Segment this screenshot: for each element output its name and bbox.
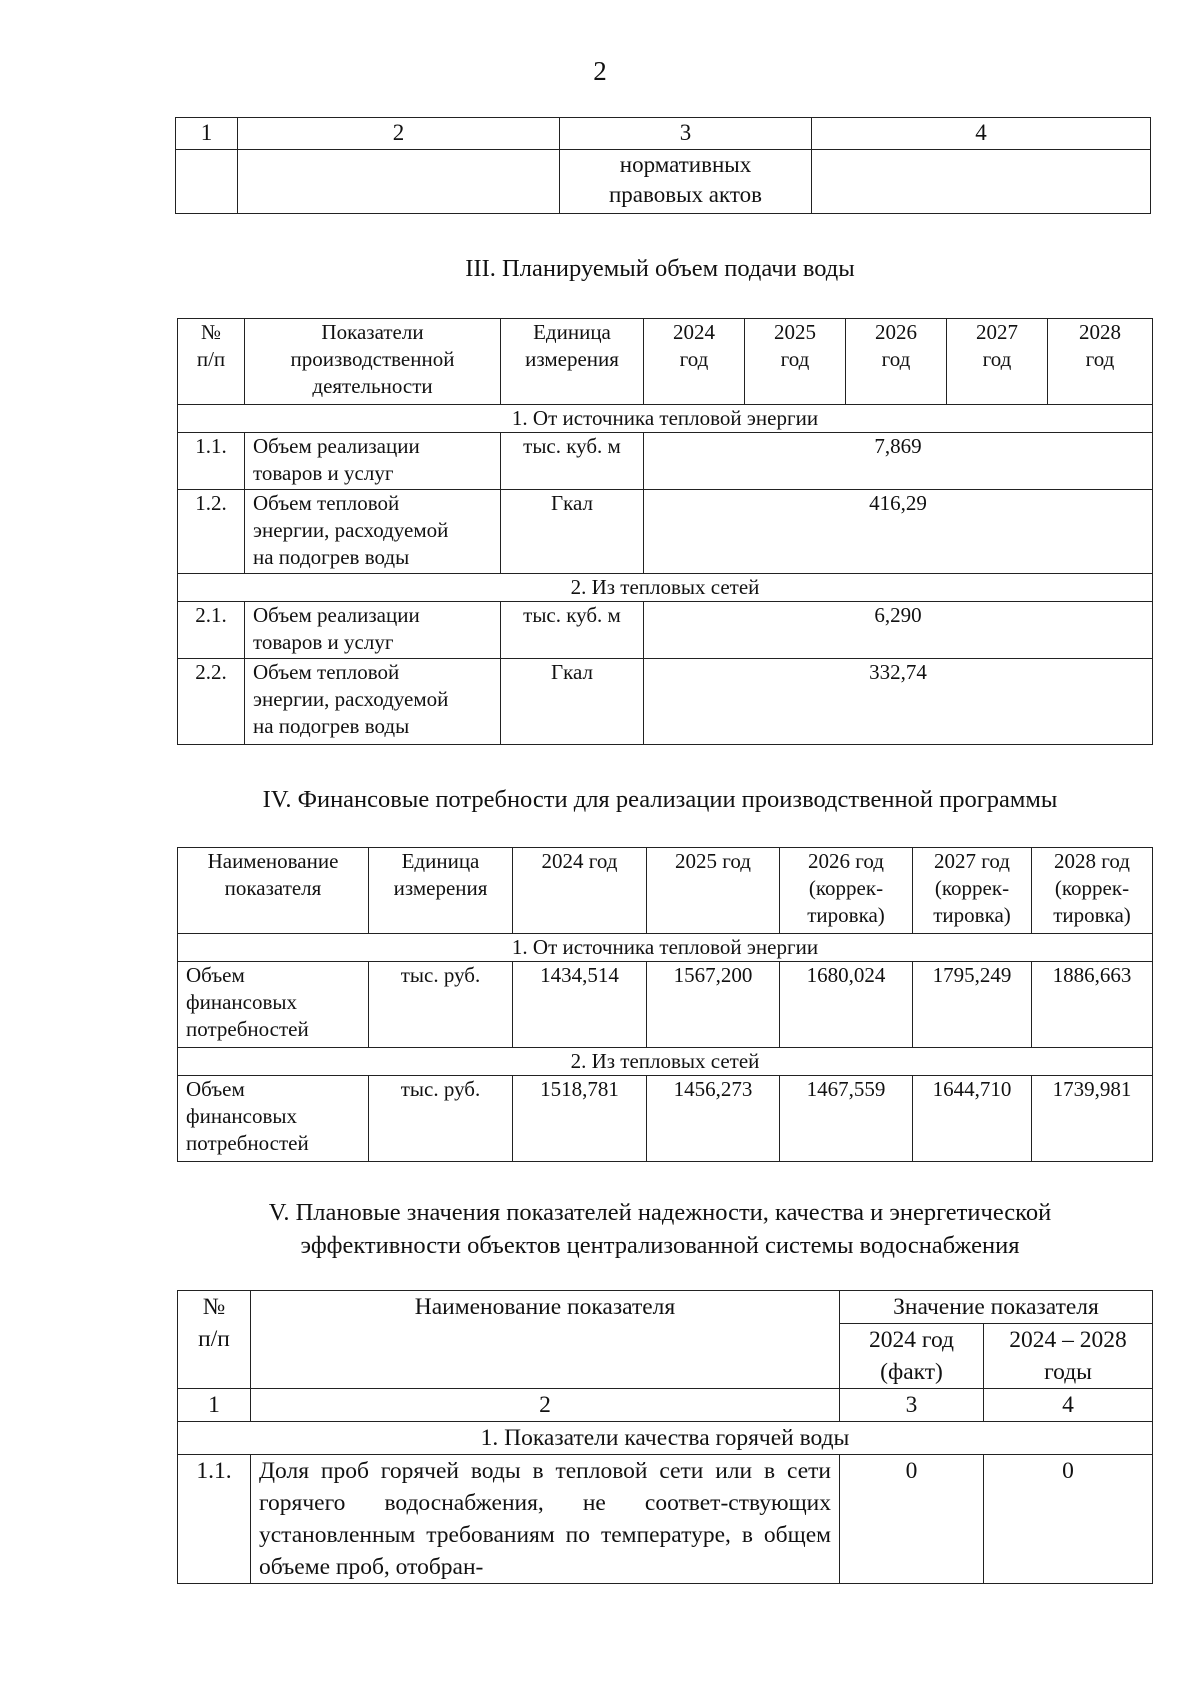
unit: Гкал — [501, 659, 644, 745]
header-cell: 2028 год (коррек- тировка) — [1032, 848, 1153, 934]
group-title: 1. От источника тепловой энергии — [178, 405, 1153, 433]
column-number-cell: 4 — [984, 1389, 1153, 1422]
value-2025: 1456,273 — [647, 1076, 780, 1162]
header-cell: № п/п — [178, 319, 245, 405]
unit: тыс. руб. — [369, 1076, 513, 1162]
header-cell: Значение показателя — [840, 1291, 1153, 1324]
value-2024-2028: 0 — [984, 1455, 1153, 1584]
section-5-title-line2: эффективности объектов централизованной системы водоснабжения — [300, 1232, 1020, 1259]
row-number: 2.2. — [178, 659, 245, 745]
header-cell: № п/п — [178, 1291, 251, 1389]
value-2024: 0 — [840, 1455, 984, 1584]
unit: Гкал — [501, 490, 644, 574]
header-cell: Показатели производственной деятельности — [245, 319, 501, 405]
section-5-title-line1: V. Плановые значения показателей надежности, качества и энергетической — [268, 1199, 1052, 1226]
header-cell: 2028 год — [1048, 319, 1153, 405]
value: 7,869 — [644, 433, 1153, 490]
indicator-name: Объем реализации товаров и услуг — [245, 433, 501, 490]
row-number: 1.2. — [178, 490, 245, 574]
table-cell — [176, 150, 238, 214]
section-4-title: IV. Финансовые потребности для реализации производственной программы — [262, 786, 1058, 813]
value: 416,29 — [644, 490, 1153, 574]
row-number: 2.1. — [178, 602, 245, 659]
value-2026: 1467,559 — [780, 1076, 913, 1162]
header-cell: 2024 год (факт) — [840, 1324, 984, 1389]
section-3-title: III. Планируемый объем подачи воды — [465, 255, 855, 282]
continuation-table — [175, 117, 1151, 214]
header-cell: 2027 год (коррек- тировка) — [913, 848, 1032, 934]
column-number-cell: 2 — [238, 118, 560, 150]
value-2024: 1518,781 — [513, 1076, 647, 1162]
header-cell: 2026 год (коррек- тировка) — [780, 848, 913, 934]
water-supply-table — [177, 318, 1153, 745]
group-title: 2. Из тепловых сетей — [178, 574, 1153, 602]
indicator-name: Объем тепловой энергии, расходуемой на подогрев воды — [245, 490, 501, 574]
header-cell: 2024 год — [513, 848, 647, 934]
group-title: 1. Показатели качества горячей воды — [178, 1422, 1153, 1455]
value: 6,290 — [644, 602, 1153, 659]
financial-needs-table — [177, 847, 1153, 1162]
row-number: 1.1. — [178, 433, 245, 490]
header-cell: 2025 год — [647, 848, 780, 934]
header-cell: Единица измерения — [501, 319, 644, 405]
header-cell: 2027 год — [947, 319, 1048, 405]
table-cell — [812, 150, 1151, 214]
column-number-cell: 2 — [251, 1389, 840, 1422]
value-2026: 1680,024 — [780, 962, 913, 1048]
indicator-name: Доля проб горячей воды в тепловой сети или в сети горячего водоснабжения, не соответ-ствующих установленным требованиям по температуре, в общем объеме проб, отобран- — [251, 1455, 840, 1584]
page-number: 2 — [593, 56, 607, 86]
header-cell: 2024 – 2028 годы — [984, 1324, 1153, 1389]
unit: тыс. куб. м — [501, 602, 644, 659]
row-number: 1.1. — [178, 1455, 251, 1584]
indicator-name: Объем тепловой энергии, расходуемой на подогрев воды — [245, 659, 501, 745]
value-2024: 1434,514 — [513, 962, 647, 1048]
reliability-indicators-table — [177, 1290, 1153, 1584]
value-2028: 1739,981 — [1032, 1076, 1153, 1162]
header-cell: 2026 год — [846, 319, 947, 405]
column-number-cell: 1 — [176, 118, 238, 150]
indicator-name: Объем финансовых потребностей — [178, 962, 369, 1048]
group-title: 2. Из тепловых сетей — [178, 1048, 1153, 1076]
column-number-cell: 3 — [840, 1389, 984, 1422]
unit: тыс. куб. м — [501, 433, 644, 490]
value-2027: 1795,249 — [913, 962, 1032, 1048]
header-cell: Единица измерения — [369, 848, 513, 934]
value-2027: 1644,710 — [913, 1076, 1032, 1162]
table-cell: нормативных правовых актов — [560, 150, 812, 214]
unit: тыс. руб. — [369, 962, 513, 1048]
header-cell: 2024 год — [644, 319, 745, 405]
indicator-name: Объем финансовых потребностей — [178, 1076, 369, 1162]
indicator-name: Объем реализации товаров и услуг — [245, 602, 501, 659]
header-cell: Наименование показателя — [251, 1291, 840, 1389]
header-cell: Наименование показателя — [178, 848, 369, 934]
value-2028: 1886,663 — [1032, 962, 1153, 1048]
table-cell — [238, 150, 560, 214]
group-title: 1. От источника тепловой энергии — [178, 934, 1153, 962]
column-number-cell: 3 — [560, 118, 812, 150]
column-number-cell: 1 — [178, 1389, 251, 1422]
header-cell: 2025 год — [745, 319, 846, 405]
column-number-cell: 4 — [812, 118, 1151, 150]
value-2025: 1567,200 — [647, 962, 780, 1048]
value: 332,74 — [644, 659, 1153, 745]
